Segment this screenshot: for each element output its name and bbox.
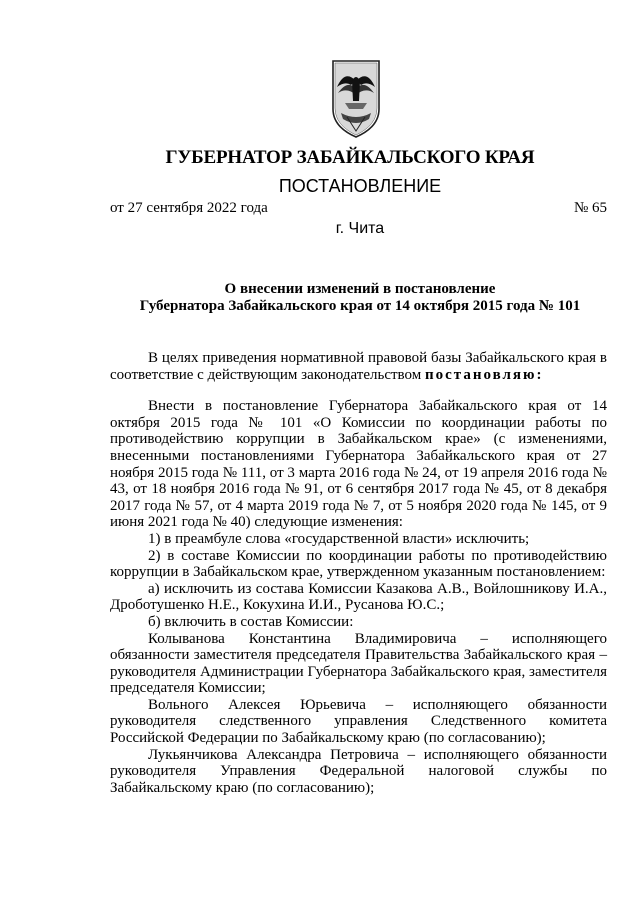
body-paragraph: Лукьянчикова Александра Петровича – исполняющего обязанности руководителя Управления Федеральной налоговой службы по Забайкальскому краю (по согласованию); [110, 746, 607, 796]
document-date: от 27 сентября 2022 года [110, 200, 268, 216]
intro-keyword: постановляю: [424, 366, 544, 383]
body-paragraph: Вольного Алексея Юрьевича – исполняющего обязанности руководителя следственного управления Следственного комитета Российской Федерации по Забайкальскому краю (по согласованию); [110, 696, 607, 747]
governor-title: ГУБЕРНАТОР ЗАБАЙКАЛЬСКОГО КРАЯ [165, 147, 535, 168]
body-paragraph: 1) в преамбуле слова «государственной власти» исключить; [148, 530, 530, 547]
document-body [110, 350, 607, 796]
coat-of-arms-icon [323, 57, 389, 141]
document-number: № 65 [573, 200, 607, 216]
intro-paragraph [110, 350, 607, 383]
heading-line-1: О внесении изменений в постановление [224, 281, 496, 297]
document-city: г. Чита [335, 220, 385, 237]
body-paragraph: Внести в постановление Губернатора Забайкальского края от 14 октября 2015 года № 101 «О Комиссии по координации работы по противодействию коррупции в Забайкальском крае» (с изменениями, внесенными постановлениями Губернатора Забайкальского края от 27 ноября 2015 года № 111, от 3 марта 2016 года № 24, от 19 апреля 2016 года № 43, от 18 ноября 2016 года № 91, от 6 сентября 2017 года № 45, от 8 декабря 2017 года № 57, от 4 марта 2019 года № 7, от 5 ноября 2020 года № 145, от 9 июня 2021 года № 40) следующие изменения: [110, 398, 607, 531]
document-heading [110, 281, 610, 315]
body-paragraph: 2) в составе Комиссии по координации работы по противодействию коррупции в Забайкальском крае, утвержденном указанным постановлением: [110, 547, 607, 581]
document-type: ПОСТАНОВЛЕНИЕ [278, 176, 442, 196]
body-paragraph: а) исключить из состава Комиссии Казакова А.В., Войлошникову И.А., Дроботушенко Н.Е., Кокухина И.И., Русанова Ю.С.; [110, 580, 607, 614]
body-paragraph: Колыванова Константина Владимировича – исполняющего обязанности заместителя председателя Правительства Забайкальского края – руководителя Администрации Губернатора Забайкальского края, заместителя председателя Комиссии; [110, 630, 607, 697]
body-paragraph: б) включить в состав Комиссии: [148, 613, 354, 630]
heading-line-2: Губернатора Забайкальского края от 14 октября 2015 года № 101 [139, 298, 581, 314]
intro-text: В целях приведения нормативной правовой базы Забайкальского края в соответствие с действующим законодательством [110, 350, 607, 383]
